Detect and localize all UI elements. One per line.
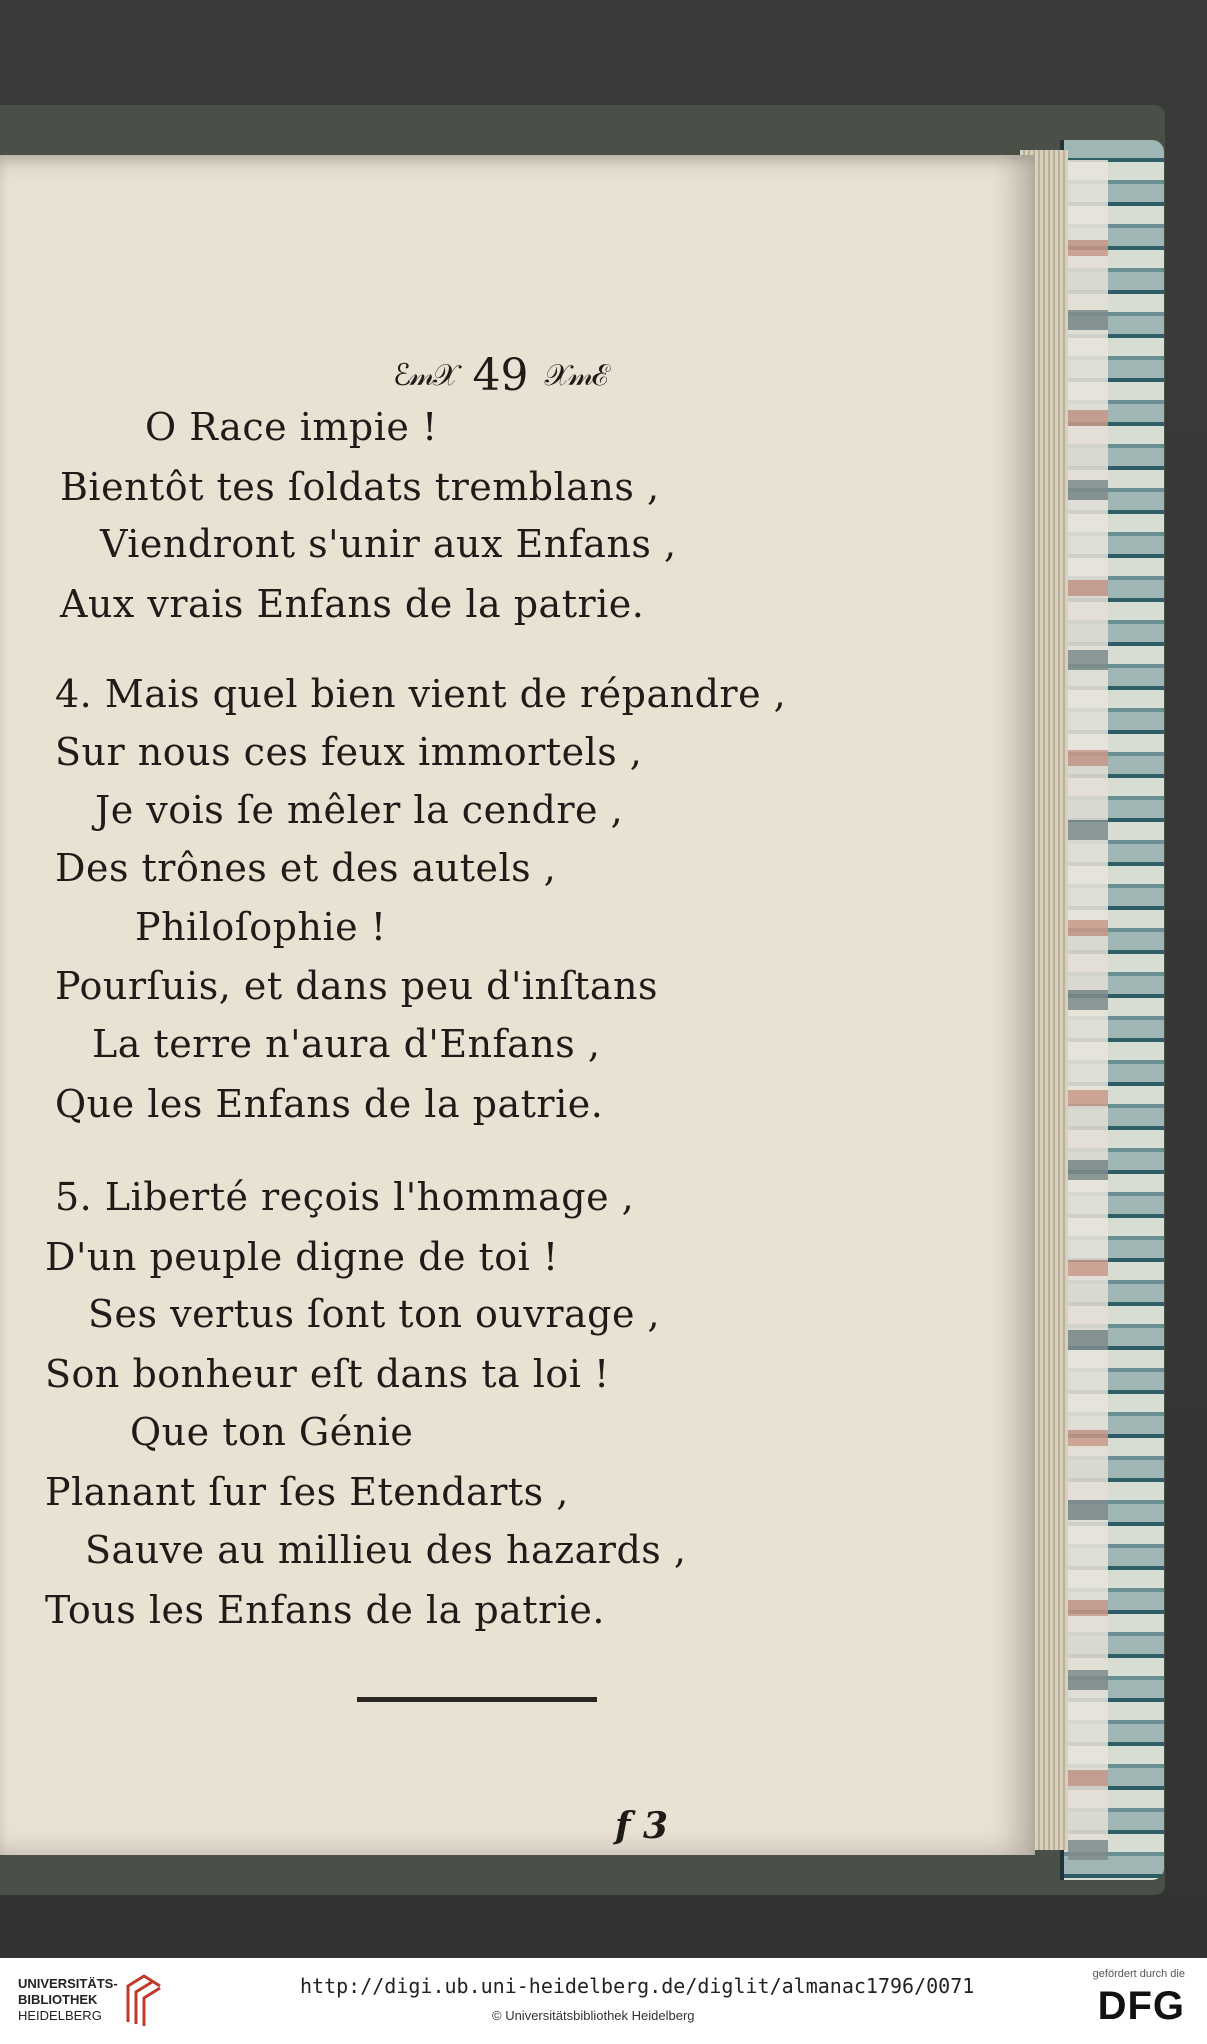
- verse-line: Son bonheur eſt dans ta loi !: [45, 1352, 610, 1396]
- page-number: 49: [472, 349, 529, 401]
- verse-line: D'un peuple digne de toi !: [45, 1235, 559, 1279]
- verse-line: Que les Enfans de la patrie.: [55, 1082, 604, 1126]
- section-rule: [357, 1697, 597, 1702]
- permalink-url[interactable]: http://digi.ub.uni-heidelberg.de/diglit/almanac1796/0071: [300, 1974, 975, 1998]
- library-logo[interactable]: [18, 1976, 118, 2024]
- verse-line: Sur nous ces feux immortels ,: [55, 730, 643, 774]
- verse-line: Tous les Enfans de la patrie.: [45, 1588, 605, 1632]
- verse-line: Philoſophie !: [135, 905, 387, 949]
- verse-line: Ses vertus ſont ton ouvrage ,: [88, 1292, 661, 1336]
- verse-line: Viendront s'unir aux Enfans ,: [100, 522, 677, 566]
- verse-line: La terre n'aura d'Enfans ,: [92, 1022, 601, 1066]
- verse-line: Pourſuis, et dans peu d'inſtans: [55, 964, 658, 1008]
- page-header: [370, 345, 630, 405]
- verse-line: Bientôt tes ſoldats tremblans ,: [60, 465, 660, 509]
- library-logo-line2: BIBLIOTHEK: [18, 1992, 98, 2007]
- library-mark-icon: [122, 1972, 166, 2028]
- verse-line: Que ton Génie: [130, 1410, 414, 1454]
- verse-line: Planant ſur ſes Etendarts ,: [45, 1470, 569, 1514]
- footer-bar: [0, 1958, 1207, 2044]
- cover-pattern: [1068, 160, 1108, 1860]
- copyright-text: © Universitätsbibliothek Heidelberg: [492, 2008, 695, 2023]
- verse-line: Je vois ſe mêler la cendre ,: [95, 788, 624, 832]
- verse-line: O Race impie !: [145, 405, 438, 449]
- dfg-logo: DFG: [1097, 1984, 1185, 2028]
- ornament-left-icon: ℰ𝓂𝒳: [393, 357, 457, 393]
- ornament-right-icon: 𝒳𝓂ℰ: [544, 357, 607, 393]
- dfg-funding-note: gefördert durch die: [1092, 1968, 1185, 1980]
- verse-line: Sauve au millieu des hazards ,: [85, 1528, 687, 1572]
- library-logo-line1: UNIVERSITÄTS-: [18, 1976, 118, 1991]
- verse-line: Des trônes et des autels ,: [55, 846, 557, 890]
- verse-line: 5. Liberté reçois l'hommage ,: [55, 1175, 635, 1219]
- library-logo-line3: HEIDELBERG: [18, 2008, 102, 2023]
- printer-signature: f 3: [615, 1805, 669, 1847]
- verse-line: 4. Mais quel bien vient de répandre ,: [55, 672, 787, 716]
- verse-line: Aux vrais Enfans de la patrie.: [60, 582, 645, 626]
